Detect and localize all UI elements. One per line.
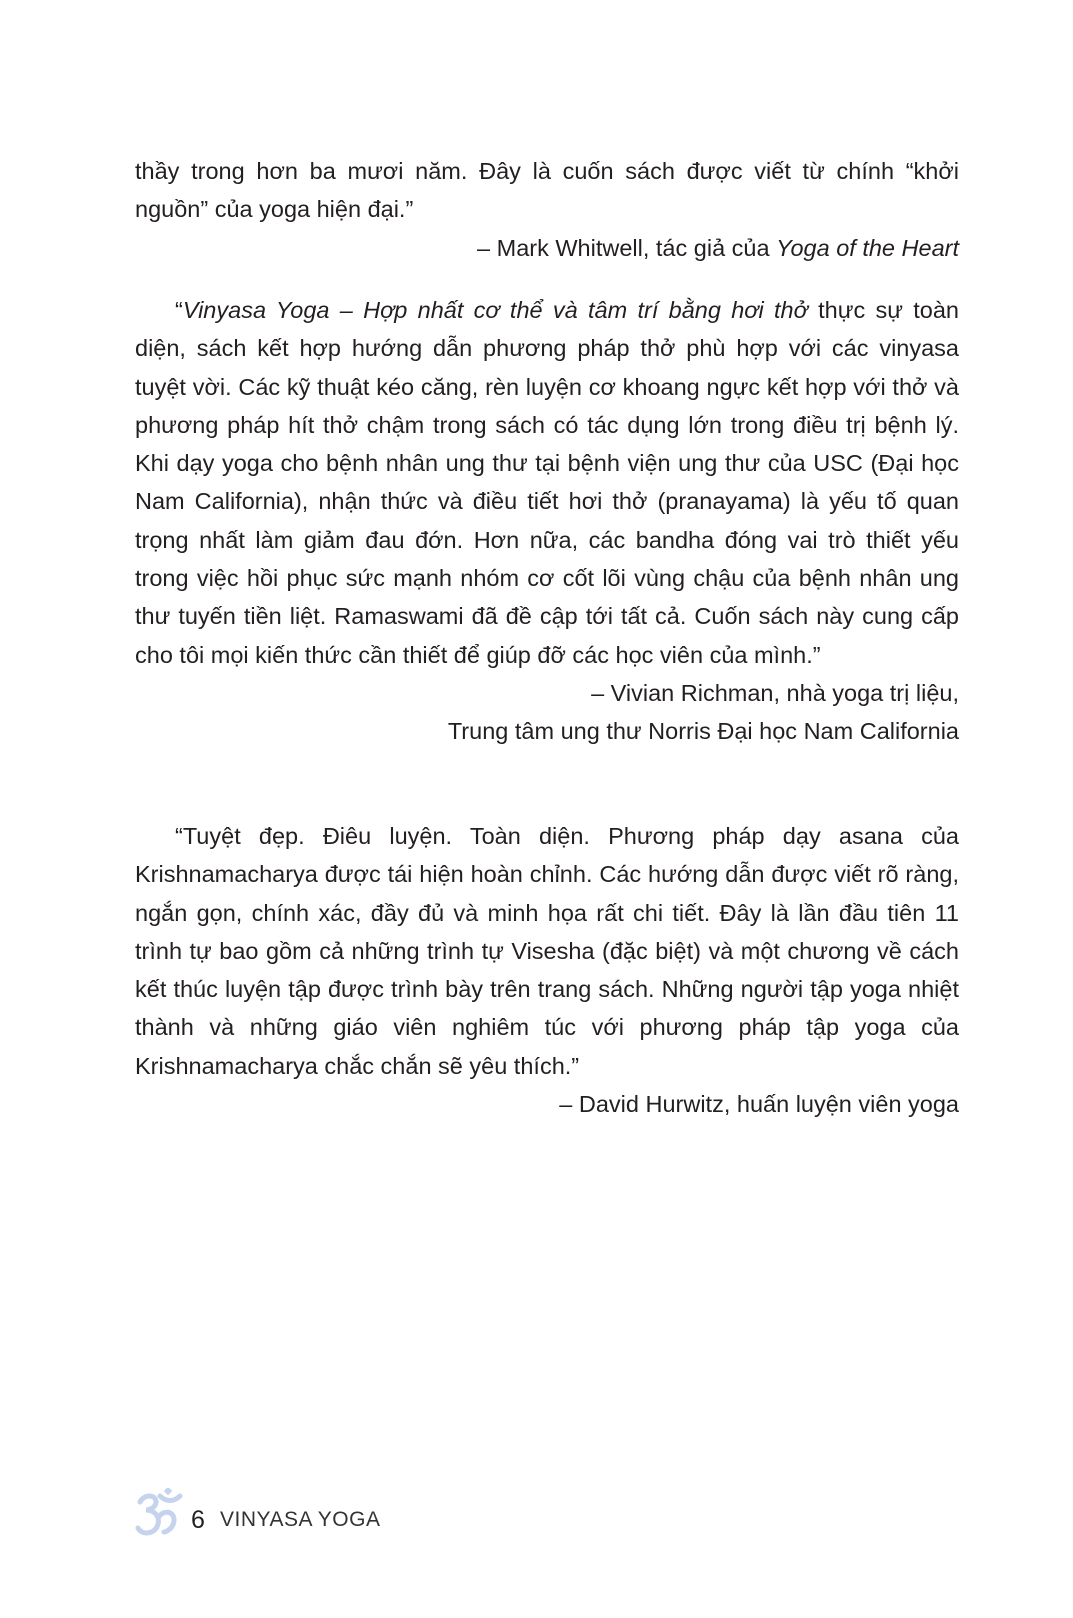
open-quote: “ [175,297,183,323]
quote-attribution-richman: – Vivian Richman, nhà yoga trị liệu, [591,679,959,706]
page-body [135,152,959,267]
quote-attribution-richman-affiliation: Trung tâm ung thư Norris Đại học Nam California [447,718,959,745]
quote-richman-block [135,291,959,751]
attribution-author: – Mark Whitwell, tác giả của [477,234,777,261]
page-number: 6 [191,1506,205,1534]
book-title-italic: Vinyasa Yoga – Hợp nhất cơ thể và tâm trí bằng hơi thở [182,297,808,323]
running-title: VINYASA YOGA [220,1508,381,1531]
quote-richman [135,291,959,674]
quote-attribution-hurwitz: – David Hurwitz, huấn luyện viên yoga [559,1091,959,1118]
quote-text: thực sự toàn diện, sách kết hợp hướng dẫn phương pháp thở phù hợp với các vinyasa tuyệt vời. Các kỹ thuật kéo căng, rèn luyện cơ khoang ngực kết hợp với thở và phương pháp hít thở chậm trong sách có tác dụng lớn trong điều trị bệnh lý. Khi dạy yoga cho bệnh nhân ung thư tại bệnh viện ung thư của USC (Đại học Nam California), nhận thức và điều tiết hơi thở (pranayama) là yếu tố quan trọng nhất làm giảm đau đớn. Hơn nữa, các bandha đóng vai trò thiết yếu trong việc hồi phục sức mạnh nhóm cơ cốt lõi vùng chậu của bệnh nhân ung thư tuyến tiền liệt. Ramaswami đã đề cập tới tất cả. Cuốn sách này cung cấp cho tôi mọi kiến thức cần thiết để giúp đỡ các học viên của mình.” [135,297,960,668]
attribution-book-title: Yoga of the Heart [776,234,959,261]
quote-hurwitz-block [135,817,959,1123]
page-footer [134,1488,454,1538]
om-icon [134,1488,190,1540]
quote-hurwitz: “Tuyệt đẹp. Điêu luyện. Toàn diện. Phương pháp dạy asana của Krishnamacharya được tái hiện hoàn chỉnh. Các hướng dẫn được viết rõ ràng, ngắn gọn, chính xác, đầy đủ và minh họa rất chi tiết. Đây là lần đầu tiên 11 trình tự bao gồm cả những trình tự Visesha (đặc biệt) và một chương về cách kết thúc luyện tập được trình bày trên trang sách. Những người tập yoga nhiệt thành và những giáo viên nghiêm túc với phương pháp tập yoga của Krishnamacharya chắc chắn sẽ yêu thích.” [135,823,959,1079]
quote-continuation: thầy trong hơn ba mươi năm. Đây là cuốn sách được viết từ chính “khởi nguồn” của yoga hiện đại.” [135,158,959,223]
quote-attribution-whitwell [135,229,959,267]
